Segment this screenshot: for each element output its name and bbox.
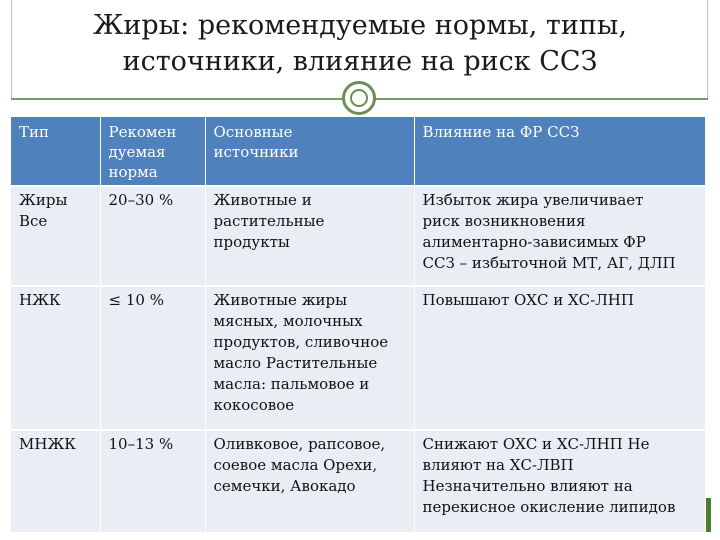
table-row	[11, 286, 705, 430]
header-impact: Влияние на ФР ССЗ	[414, 117, 705, 186]
accent-bar	[706, 498, 711, 532]
header-sources: Основные источники	[205, 117, 414, 186]
cell-impact: Повышают ОХС и ХС-ЛНП	[414, 286, 705, 430]
slide-title: Жиры: рекомендуемые нормы, типы, источники, влияние на риск ССЗ	[93, 10, 627, 77]
fats-table	[11, 117, 705, 532]
cell-impact: Снижают ОХС и ХС-ЛНП Не влияют на ХС-ЛВП Незначительно влияют на перекисное окисление липидов	[414, 430, 705, 532]
table-row	[11, 186, 705, 286]
cell-norm: ≤ 10 %	[100, 286, 205, 430]
header-norm: Рекомен дуемая норма	[100, 117, 205, 186]
cell-type: НЖК	[11, 286, 100, 430]
cell-sources: Животные и растительные продукты	[205, 186, 414, 286]
table-header-row	[11, 117, 705, 186]
cell-sources: Оливковое, рапсовое, соевое масла Орехи, семечки, Авокадо	[205, 430, 414, 532]
cell-norm: 20–30 %	[100, 186, 205, 286]
cell-sources: Животные жиры мясных, молочных продуктов, сливочное масло Растительные масла: пальмовое и кокосовое	[205, 286, 414, 430]
cell-type: Жиры Все	[11, 186, 100, 286]
table-row	[11, 430, 705, 532]
cell-norm: 10–13 %	[100, 430, 205, 532]
cell-type: МНЖК	[11, 430, 100, 532]
cell-impact: Избыток жира увеличивает риск возникновения алиментарно-зависимых ФР ССЗ – избыточной МТ, АГ, ДЛП	[414, 186, 705, 286]
header-type: Тип	[11, 117, 100, 186]
ring-ornament-icon	[342, 81, 376, 115]
